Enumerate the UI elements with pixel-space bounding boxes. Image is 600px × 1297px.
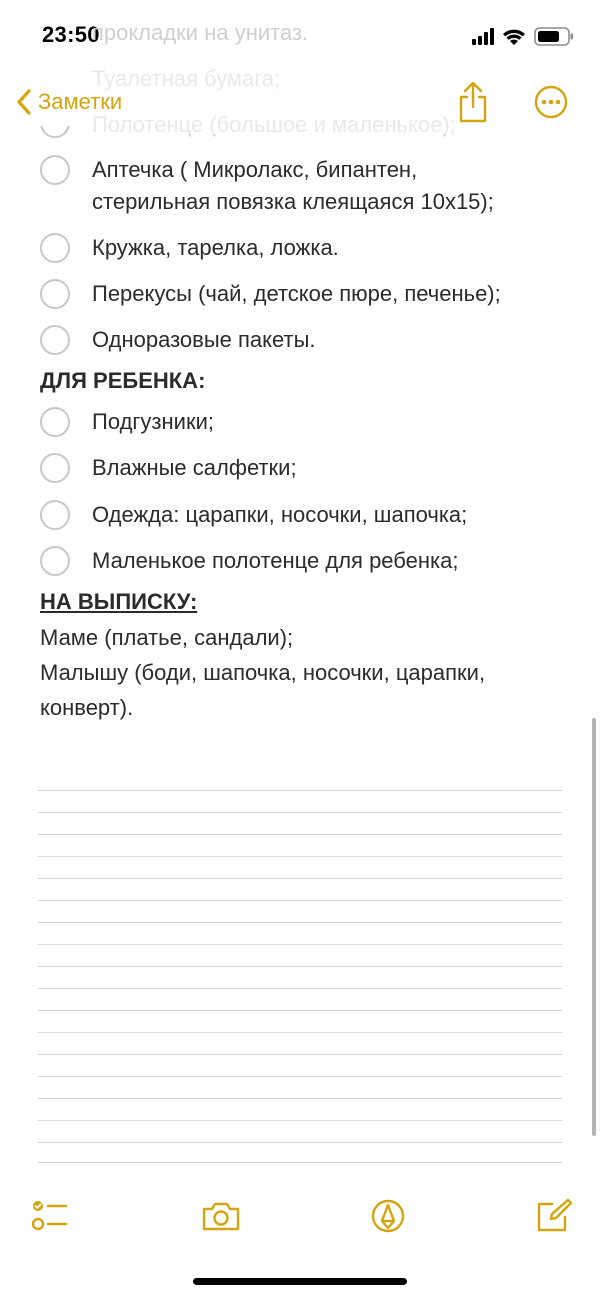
checklist-item bbox=[40, 154, 580, 218]
cellular-signal-icon bbox=[472, 28, 494, 45]
paper-line bbox=[38, 922, 562, 923]
battery-icon bbox=[535, 28, 573, 45]
checklist-item bbox=[40, 545, 580, 577]
checklist-item-text[interactable]: Одежда: царапки, носочки, шапочка; bbox=[92, 502, 468, 527]
back-button[interactable] bbox=[16, 86, 122, 118]
checkbox-circle[interactable] bbox=[40, 155, 70, 185]
note-text-line[interactable]: конверт). bbox=[40, 695, 134, 720]
wifi-icon bbox=[503, 30, 525, 45]
checklist-item-text[interactable]: Одноразовые пакеты. bbox=[92, 327, 316, 352]
checklist-icon bbox=[33, 1201, 66, 1229]
paper-line bbox=[38, 988, 562, 989]
checklist-item bbox=[40, 324, 580, 356]
checklist-item-text[interactable]: Перекусы (чай, детское пюре, печенье); bbox=[92, 281, 501, 306]
checklist-item-text[interactable]: Подгузники; bbox=[92, 409, 214, 434]
checkbox-circle[interactable] bbox=[40, 546, 70, 576]
camera-button[interactable] bbox=[200, 1196, 242, 1236]
share-icon bbox=[461, 83, 485, 121]
checklist-item-text[interactable]: стерильная повязка клеящаяся 10х15); bbox=[92, 189, 494, 214]
compose-icon bbox=[539, 1200, 571, 1230]
section-heading-underlined[interactable]: НА ВЫПИСКУ: bbox=[40, 589, 198, 614]
paper-line bbox=[38, 1162, 562, 1163]
faded-text-line: прокладки на унитаз. bbox=[92, 20, 309, 45]
paper-line bbox=[38, 790, 562, 791]
checklist-item bbox=[40, 406, 580, 438]
camera-icon bbox=[204, 1204, 238, 1229]
paper-line bbox=[38, 834, 562, 835]
paper-line bbox=[38, 856, 562, 857]
status-time: 23:50 bbox=[42, 22, 100, 47]
checklist-item-text[interactable]: Маленькое полотенце для ребенка; bbox=[92, 548, 459, 573]
status-icons bbox=[470, 24, 576, 48]
note-text-line[interactable]: Маме (платье, сандали); bbox=[40, 625, 294, 650]
checkbox-circle[interactable] bbox=[40, 279, 70, 309]
paper-line bbox=[38, 812, 562, 813]
paper-line bbox=[38, 900, 562, 901]
paper-line bbox=[38, 1098, 562, 1099]
paper-line bbox=[38, 1010, 562, 1011]
share-button[interactable] bbox=[452, 80, 494, 124]
checklist-item-text[interactable]: Кружка, тарелка, ложка. bbox=[92, 235, 339, 260]
markup-pen-icon bbox=[373, 1201, 403, 1231]
checklist-button[interactable] bbox=[30, 1196, 70, 1236]
markup-button[interactable] bbox=[368, 1196, 408, 1236]
checkbox-circle[interactable] bbox=[40, 325, 70, 355]
paper-line bbox=[38, 944, 562, 945]
checkbox-circle[interactable] bbox=[40, 407, 70, 437]
paper-line bbox=[38, 878, 562, 879]
checklist-item bbox=[40, 232, 580, 264]
paper-line bbox=[38, 966, 562, 967]
note-text-line[interactable]: Малышу (боди, шапочка, носочки, царапки, bbox=[40, 660, 486, 685]
checklist-item-text[interactable]: Влажные салфетки; bbox=[92, 455, 297, 480]
chevron-left-icon bbox=[16, 88, 32, 116]
checklist-item-text[interactable]: Аптечка ( Микролакс, бипантен, bbox=[92, 157, 418, 182]
checkbox-circle[interactable] bbox=[40, 453, 70, 483]
checklist-item bbox=[40, 452, 580, 484]
section-heading[interactable]: ДЛЯ РЕБЕНКА: bbox=[40, 368, 206, 393]
paper-line bbox=[38, 1032, 562, 1033]
paper-line bbox=[38, 1142, 562, 1143]
paper-line bbox=[38, 1120, 562, 1121]
checklist-item bbox=[40, 278, 580, 310]
ellipsis-circle-icon bbox=[536, 87, 566, 117]
paper-line bbox=[38, 1054, 562, 1055]
checkbox-circle[interactable] bbox=[40, 233, 70, 263]
compose-button[interactable] bbox=[534, 1196, 574, 1236]
back-button-label: Заметки bbox=[38, 89, 123, 114]
paper-line bbox=[38, 1076, 562, 1077]
checkbox-circle[interactable] bbox=[40, 500, 70, 530]
checklist-item bbox=[40, 499, 580, 531]
scrollbar[interactable] bbox=[592, 718, 596, 1136]
more-options-button[interactable] bbox=[534, 85, 568, 119]
home-indicator[interactable] bbox=[193, 1278, 407, 1285]
